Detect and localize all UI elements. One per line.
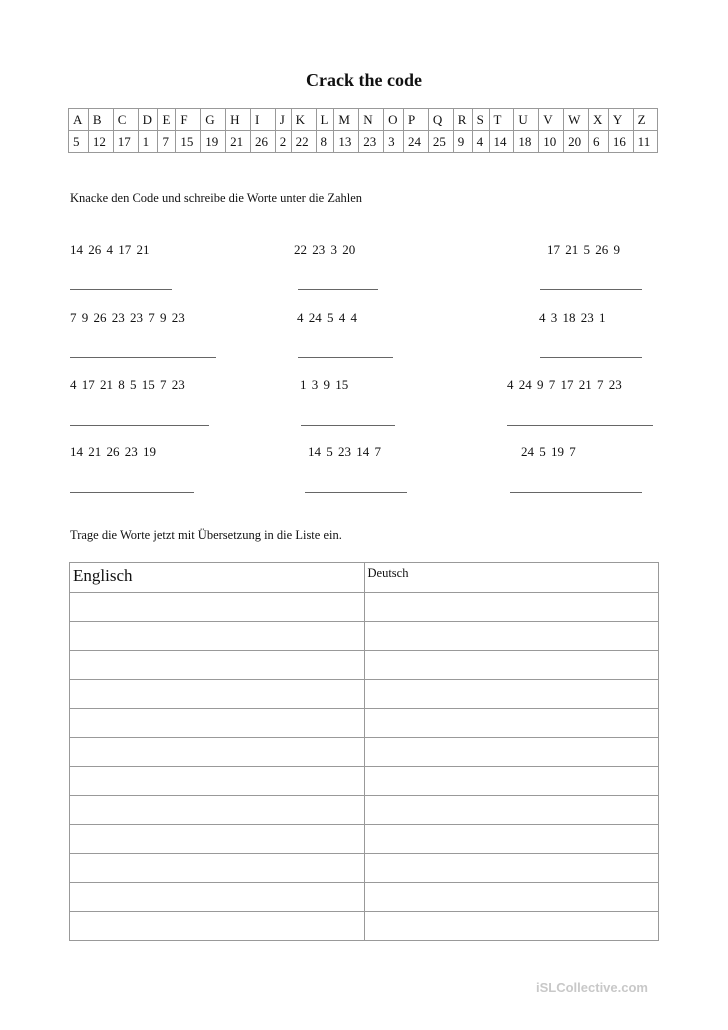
english-cell[interactable] [70, 883, 365, 912]
vocab-row [70, 651, 659, 680]
code-letter: S [472, 109, 489, 131]
german-cell[interactable] [364, 651, 659, 680]
code-letter: Y [608, 109, 633, 131]
vocab-row [70, 825, 659, 854]
code-letter: Q [428, 109, 453, 131]
german-cell[interactable] [364, 738, 659, 767]
code-letter: G [201, 109, 226, 131]
code-number: 6 [588, 131, 608, 153]
code-number: 25 [428, 131, 453, 153]
german-cell[interactable] [364, 709, 659, 738]
answer-line[interactable] [510, 492, 642, 493]
german-cell[interactable] [364, 767, 659, 796]
coded-word: 14 5 23 14 7 [308, 444, 381, 459]
vocab-row [70, 854, 659, 883]
code-number: 17 [113, 131, 138, 153]
english-cell[interactable] [70, 709, 365, 738]
answer-line[interactable] [298, 357, 393, 358]
answer-line[interactable] [301, 425, 395, 426]
german-cell[interactable] [364, 593, 659, 622]
coded-word: 22 23 3 20 [294, 242, 356, 257]
code-letter: M [334, 109, 359, 131]
vocab-row [70, 593, 659, 622]
vocab-row [70, 709, 659, 738]
english-cell[interactable] [70, 854, 365, 883]
coded-word: 24 5 19 7 [521, 444, 576, 459]
code-letter: L [316, 109, 334, 131]
answer-line[interactable] [540, 357, 642, 358]
header-deutsch: Deutsch [367, 566, 409, 580]
coded-word: 4 24 5 4 4 [297, 310, 357, 325]
page-title: Crack the code [306, 70, 422, 90]
english-cell[interactable] [70, 825, 365, 854]
code-letter: A [69, 109, 89, 131]
code-number: 4 [472, 131, 489, 153]
code-letter: Z [633, 109, 657, 131]
vocab-row [70, 767, 659, 796]
vocab-row [70, 912, 659, 941]
vocab-row [70, 883, 659, 912]
coded-word: 4 17 21 8 5 15 7 23 [70, 377, 185, 392]
watermark: iSLCollective.com [536, 980, 648, 995]
english-cell[interactable] [70, 680, 365, 709]
vocab-row [70, 738, 659, 767]
code-number: 2 [275, 131, 291, 153]
code-table [68, 108, 658, 153]
code-letter: O [384, 109, 404, 131]
code-letter: R [453, 109, 472, 131]
vocab-row [70, 680, 659, 709]
english-cell[interactable] [70, 796, 365, 825]
vocab-header-row [70, 563, 659, 593]
code-number: 22 [291, 131, 316, 153]
german-cell[interactable] [364, 825, 659, 854]
english-cell[interactable] [70, 912, 365, 941]
answer-line[interactable] [70, 425, 209, 426]
code-number: 11 [633, 131, 657, 153]
german-cell[interactable] [364, 796, 659, 825]
code-letter: X [588, 109, 608, 131]
code-letter: W [564, 109, 589, 131]
code-letter: J [275, 109, 291, 131]
german-cell[interactable] [364, 883, 659, 912]
code-letter: K [291, 109, 316, 131]
code-letter: N [359, 109, 384, 131]
answer-line[interactable] [507, 425, 653, 426]
code-letter: P [404, 109, 429, 131]
answer-line[interactable] [70, 357, 216, 358]
code-letter: C [113, 109, 138, 131]
code-letter: V [539, 109, 564, 131]
code-number: 14 [489, 131, 514, 153]
german-cell[interactable] [364, 680, 659, 709]
code-number: 8 [316, 131, 334, 153]
code-letter: U [514, 109, 539, 131]
german-cell[interactable] [364, 854, 659, 883]
coded-word: 1 3 9 15 [300, 377, 349, 392]
code-letter: H [226, 109, 251, 131]
german-cell[interactable] [364, 622, 659, 651]
coded-word: 14 21 26 23 19 [70, 444, 156, 459]
code-number: 16 [608, 131, 633, 153]
vocab-row [70, 796, 659, 825]
code-number: 1 [138, 131, 158, 153]
code-number: 19 [201, 131, 226, 153]
coded-word: 17 21 5 26 9 [547, 242, 620, 257]
code-number: 20 [564, 131, 589, 153]
code-number: 23 [359, 131, 384, 153]
answer-line[interactable] [540, 289, 642, 290]
code-letter: D [138, 109, 158, 131]
vocab-table [69, 562, 659, 941]
code-number: 10 [539, 131, 564, 153]
code-number: 5 [69, 131, 89, 153]
english-cell[interactable] [70, 651, 365, 680]
english-cell[interactable] [70, 593, 365, 622]
code-letter: F [176, 109, 201, 131]
coded-word: 7 9 26 23 23 7 9 23 [70, 310, 185, 325]
german-cell[interactable] [364, 912, 659, 941]
code-letter: B [88, 109, 113, 131]
code-letter: E [158, 109, 176, 131]
coded-word: 14 26 4 17 21 [70, 242, 150, 257]
answer-line[interactable] [298, 289, 378, 290]
code-number: 3 [384, 131, 404, 153]
answer-line[interactable] [70, 289, 172, 290]
english-cell[interactable] [70, 622, 365, 651]
code-letter: I [250, 109, 275, 131]
instruction-vocab-list: Trage die Worte jetzt mit Übersetzung in die Liste ein. [70, 528, 342, 542]
code-number: 12 [88, 131, 113, 153]
instruction-crack-code: Knacke den Code und schreibe die Worte unter die Zahlen [70, 191, 363, 205]
answer-line[interactable] [305, 492, 407, 493]
code-number: 7 [158, 131, 176, 153]
english-cell[interactable] [70, 767, 365, 796]
code-letter: T [489, 109, 514, 131]
header-englisch: Englisch [73, 566, 133, 585]
numbers-row [69, 131, 658, 153]
english-cell[interactable] [70, 738, 365, 767]
coded-word: 4 3 18 23 1 [539, 310, 606, 325]
letters-row [69, 109, 658, 131]
code-number: 18 [514, 131, 539, 153]
vocab-row [70, 622, 659, 651]
code-number: 26 [250, 131, 275, 153]
code-number: 21 [226, 131, 251, 153]
code-number: 9 [453, 131, 472, 153]
coded-word: 4 24 9 7 17 21 7 23 [507, 377, 622, 392]
code-number: 13 [334, 131, 359, 153]
code-number: 24 [404, 131, 429, 153]
code-number: 15 [176, 131, 201, 153]
answer-line[interactable] [70, 492, 194, 493]
